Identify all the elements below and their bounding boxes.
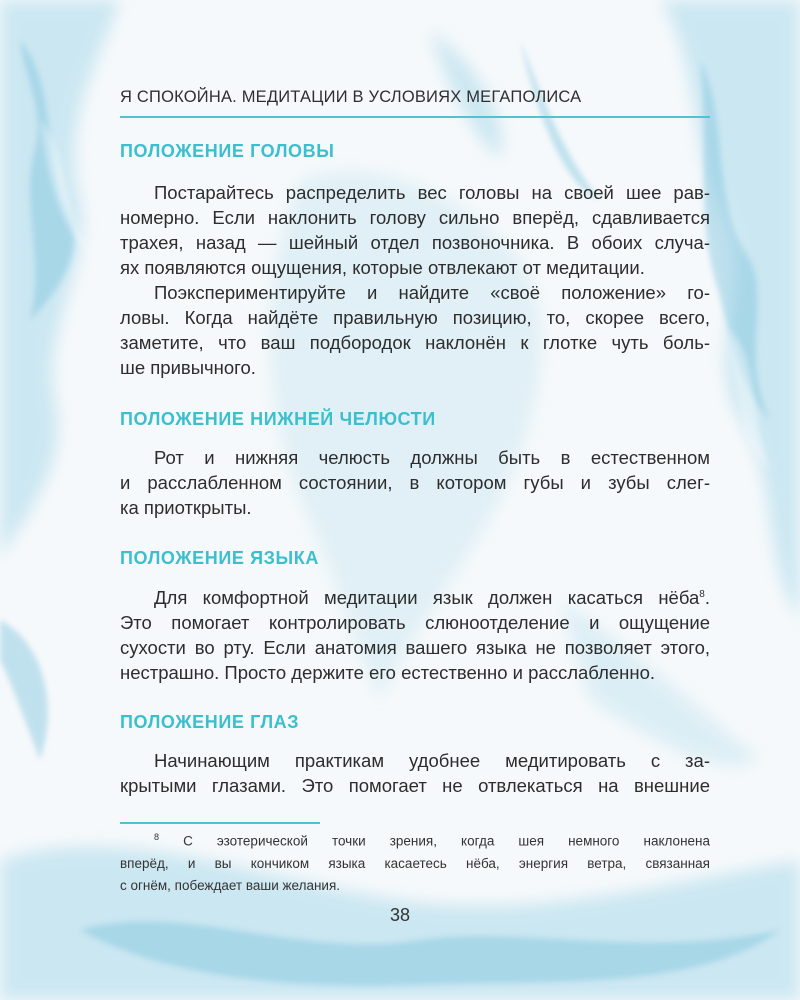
header-divider <box>120 116 710 118</box>
running-header: Я СПОКОЙНА. МЕДИТАЦИИ В УСЛОВИЯХ МЕГАПОЛИСА <box>120 88 582 106</box>
tongue-line-1: Для комфортной медитации язык должен касаться нёба <box>154 587 700 608</box>
section-title-eyes: ПОЛОЖЕНИЕ ГЛАЗ <box>120 712 300 732</box>
footnote: $^8$ С эзотерической точки зрения, когда шея немного наклонена вперёд, и вы кончиком языка касаетесь нёба, энергия ветра, связанная с огнём, побеждает ваши желания. <box>120 832 710 893</box>
section-title-head: ПОЛОЖЕНИЕ ГОЛОВЫ <box>120 141 335 161</box>
paragraph-head-1: Постарайтесь распределить вес головы на своей шее рав- номерно. Если наклонить голову сильно вперёд, сдавливается трахея, назад — шейный отдел позвоночника. В обоих случа- ях появляются ощущения, которые отвлекают от медитации. <box>120 182 710 278</box>
footnote-reference[interactable]: 8 <box>699 588 705 600</box>
paragraph-head-2: Поэкспериментируйте и найдите «своё положение» го- ловы. Когда найдёте правильную позицию, то, скорее всего, заметите, что ваш подбородок наклонён к глотке чуть боль- ше привычного. <box>120 282 710 378</box>
paragraph-jaw: Рот и нижняя челюсть должны быть в естественном и расслабленном состоянии, в котором губы и зубы слег- ка приоткрыты. <box>120 447 710 518</box>
footnote-divider <box>120 822 320 824</box>
page-number: 38 <box>389 905 411 925</box>
section-title-jaw: ПОЛОЖЕНИЕ НИЖНЕЙ ЧЕЛЮСТИ <box>120 409 436 429</box>
paragraph-tongue: Для комфортной медитации язык должен касаться нёба$^8$. Это помогает контролировать слюноотделение и ощущение сухости во рту. Если анатомия вашего языка не позволяет этого, нестрашно. Просто держите его естественно и расслабленно. <box>120 587 710 683</box>
footnote-marker: 8 <box>154 832 160 842</box>
paragraph-eyes: Начинающим практикам удобнее медитировать с за- крытыми глазами. Это помогает не отвлекаться на внешние <box>120 750 710 796</box>
section-title-tongue: ПОЛОЖЕНИЕ ЯЗЫКА <box>120 548 319 568</box>
